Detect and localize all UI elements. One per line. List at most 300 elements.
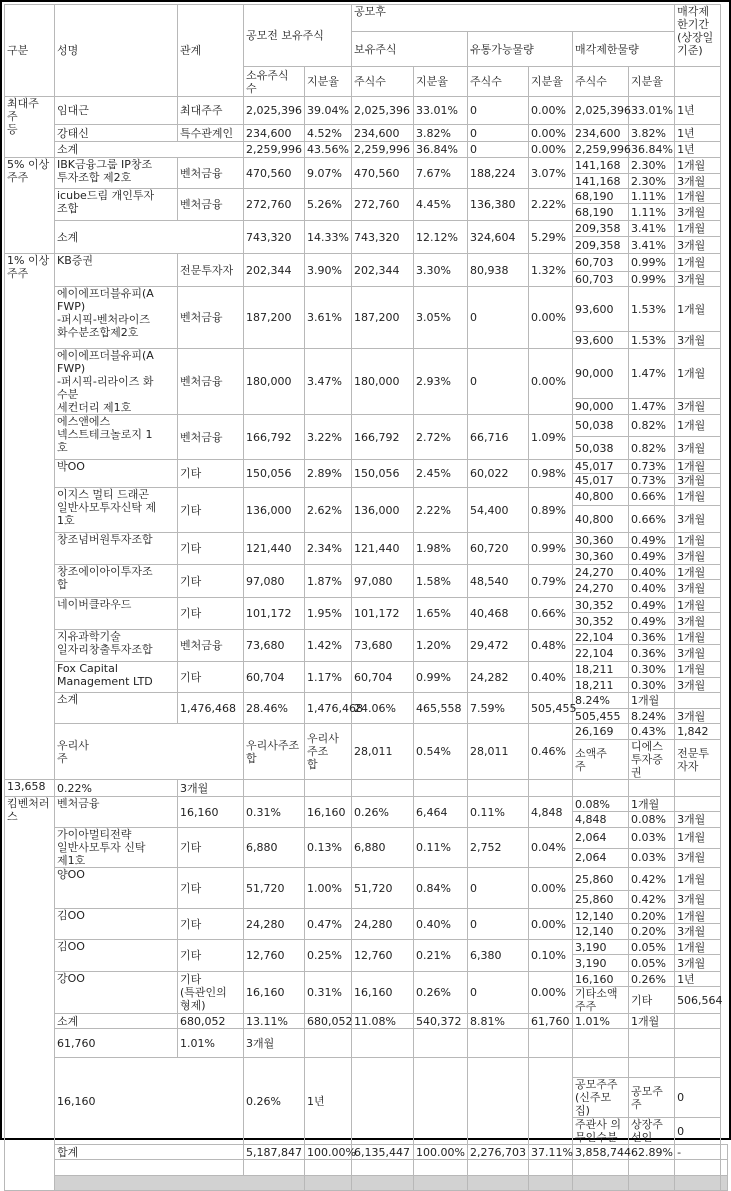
value-cell (573, 1029, 629, 1058)
value-cell (244, 780, 305, 797)
value-cell: 0.26% (629, 972, 675, 987)
value-cell: 1개월 (675, 598, 721, 613)
relation: 전문투자자 (178, 254, 244, 287)
value-cell: 1.65% (414, 598, 468, 630)
value-cell: 12,760 (244, 940, 305, 972)
value-cell: 0.99% (529, 533, 573, 565)
value-cell (414, 780, 468, 797)
value-cell: 3개월 (675, 398, 721, 415)
value-cell (414, 1160, 468, 1176)
value-cell: 39.04% (305, 97, 352, 125)
value-cell: 209,358 (573, 237, 629, 254)
holder-name: 창조에이아이투자조 합 (55, 565, 178, 598)
value-cell: 11.08% (352, 1014, 414, 1029)
holder-name: Fox Capital Management LTD (55, 662, 178, 693)
value-cell: 1.32% (529, 254, 573, 287)
value-cell: 3개월 (675, 548, 721, 565)
holder-name: 61,760 (55, 1029, 178, 1058)
value-cell (468, 780, 529, 797)
value-cell: 1년 (675, 97, 721, 125)
value-cell: 506,564 (675, 987, 721, 1014)
value-cell: 50,038 (573, 437, 629, 460)
value-cell (721, 1160, 728, 1176)
value-cell: 1.42% (305, 630, 352, 662)
value-cell: 0.49% (629, 598, 675, 613)
value-cell: 2,259,996 (352, 142, 414, 158)
value-cell: 4.45% (414, 189, 468, 221)
relation: 기타 (178, 565, 244, 598)
holder-name: 지유과학기술 일자리창출투자조합 (55, 630, 178, 662)
value-cell (573, 1176, 629, 1191)
value-cell: 1개월 (629, 1014, 675, 1029)
value-cell: 0.20% (629, 924, 675, 940)
total-label (55, 1176, 305, 1191)
value-cell: 7.59% (468, 693, 529, 724)
value-cell: 60,022 (468, 460, 529, 488)
value-cell: 2.30% (629, 158, 675, 174)
table-row (5, 254, 728, 272)
value-cell: 0.73% (629, 474, 675, 488)
value-cell (352, 1058, 414, 1145)
holder-name (55, 1160, 244, 1176)
value-cell: 3.30% (414, 254, 468, 287)
value-cell (675, 1176, 721, 1191)
value-cell: 234,600 (352, 125, 414, 142)
group-label: 5% 이상 주주 (5, 158, 55, 254)
value-cell: 3개월 (675, 437, 721, 460)
table-row (5, 565, 728, 580)
value-cell: 40,800 (573, 488, 629, 506)
value-cell: 166,792 (244, 415, 305, 460)
relation: 기타 (178, 868, 244, 909)
table-row (5, 415, 728, 437)
value-cell: 3.41% (629, 221, 675, 237)
table-row (5, 972, 728, 987)
value-cell: 0.48% (529, 630, 573, 662)
value-cell: 1개월 (675, 533, 721, 548)
subtotal-label: 소계 (55, 142, 244, 158)
value-cell: 36.84% (629, 142, 675, 158)
holder-name: 김OO (55, 909, 178, 940)
value-cell: 2.22% (529, 189, 573, 221)
value-cell (721, 1145, 728, 1160)
value-cell: 1년 (675, 125, 721, 142)
value-cell: 3,190 (573, 940, 629, 955)
value-cell: 188,224 (468, 158, 529, 189)
value-cell: 50,038 (573, 415, 629, 437)
table-row (5, 97, 728, 125)
value-cell: 43.56% (305, 142, 352, 158)
header-period: 매각제 한기간 (상장일 기준) (675, 5, 721, 67)
value-cell: 2,276,703 (468, 1145, 529, 1160)
value-cell: 24,270 (573, 565, 629, 580)
table-row (5, 189, 728, 204)
holder-name: IBK금융그룹 IP창조 투자조합 제2호 (55, 158, 178, 189)
relation: 기타 (178, 533, 244, 565)
relation: 벤처금융 (178, 630, 244, 662)
value-cell: 0.11% (468, 797, 529, 828)
relation: 최대주주 (178, 97, 244, 125)
value-cell: 1.00% (305, 868, 352, 909)
value-cell: 1개월 (675, 565, 721, 580)
value-cell: 14.33% (305, 221, 352, 254)
value-cell: 1.20% (414, 630, 468, 662)
value-cell: 0 (468, 972, 529, 1014)
header-shares: 주식수 (573, 67, 629, 97)
value-cell: 80,938 (468, 254, 529, 287)
value-cell: 0.30% (629, 662, 675, 678)
value-cell: 0.00% (529, 125, 573, 142)
group-label: 13,658 (5, 780, 55, 797)
value-cell (352, 1029, 414, 1058)
value-cell: 0.03% (629, 848, 675, 867)
relation: 16,160 (178, 797, 244, 828)
value-cell: 3개월 (675, 237, 721, 254)
value-cell: 60,703 (573, 272, 629, 287)
relation: 기타 (특관인의 형제) (178, 972, 244, 1014)
table-row (5, 125, 728, 142)
value-cell: 0.54% (414, 724, 468, 780)
value-cell: 141,168 (573, 174, 629, 189)
value-cell: 0.46% (529, 724, 573, 780)
relation: 벤처금융 (178, 287, 244, 349)
value-cell: 54,400 (468, 488, 529, 533)
value-cell: 3개월 (675, 506, 721, 533)
value-cell: 1.47% (629, 349, 675, 399)
value-cell: 1.58% (414, 565, 468, 598)
value-cell: 0 (675, 1118, 721, 1145)
value-cell: 60,720 (468, 533, 529, 565)
value-cell: 24,282 (468, 662, 529, 693)
value-cell: 0.20% (629, 909, 675, 924)
group-label: 1% 이상 주주 (5, 254, 55, 780)
value-cell: 1.11% (629, 204, 675, 221)
value-cell (573, 1160, 629, 1176)
value-cell: 12.12% (414, 221, 468, 254)
holder-name: 이지스 멀티 드래곤 일반사모투자신탁 제 1호 (55, 488, 178, 533)
table-row (5, 724, 728, 740)
value-cell: 180,000 (244, 349, 305, 415)
value-cell (675, 797, 721, 812)
value-cell: 2,752 (468, 828, 529, 868)
holder-name: 네이버클라우드 (55, 598, 178, 630)
holder-name: 에스앤에스 넥스트테크놀로지 1 호 (55, 415, 178, 460)
value-cell: 3개월 (675, 474, 721, 488)
value-cell: 2,259,996 (573, 142, 629, 158)
value-cell: 0.00% (529, 972, 573, 1014)
value-cell: 0.26% (244, 1058, 305, 1145)
value-cell: 0.31% (244, 797, 305, 828)
value-cell: 1.53% (629, 332, 675, 349)
value-cell: 209,358 (573, 221, 629, 237)
value-cell: 1개월 (675, 415, 721, 437)
relation: 1,476,468 (178, 693, 244, 724)
value-cell: 0.40% (629, 580, 675, 598)
value-cell: 1개월 (675, 828, 721, 849)
value-cell: 93,600 (573, 287, 629, 332)
holder-name: 벤처금융 (55, 797, 178, 828)
value-cell: 0.08% (573, 797, 629, 812)
table-row (5, 460, 728, 474)
value-cell (675, 780, 721, 797)
value-cell: 0.03% (629, 828, 675, 849)
value-cell: 73,680 (244, 630, 305, 662)
value-cell: 0.82% (629, 415, 675, 437)
relation: 기타 (178, 662, 244, 693)
value-cell: 0.36% (629, 645, 675, 662)
holder-name: 소계 (55, 693, 178, 724)
holder-name: 강OO (55, 972, 178, 1014)
value-cell: 2.22% (414, 488, 468, 533)
value-cell (352, 1160, 414, 1176)
value-cell: 0.40% (414, 909, 468, 940)
value-cell: 30,360 (573, 533, 629, 548)
value-cell: 202,344 (244, 254, 305, 287)
value-cell: 8.24% (629, 709, 675, 724)
value-cell: 3개월 (675, 924, 721, 940)
value-cell: 1.47% (629, 398, 675, 415)
value-cell: 97,080 (352, 565, 414, 598)
table-row (5, 488, 728, 506)
holder-name: 김OO (55, 940, 178, 972)
value-cell: 0.89% (529, 488, 573, 533)
value-cell: 61,760 (529, 1014, 573, 1029)
relation: 벤처금융 (178, 189, 244, 221)
value-cell: 97,080 (244, 565, 305, 598)
value-cell: 25,860 (573, 891, 629, 909)
value-cell: 0.49% (629, 533, 675, 548)
value-cell: 33.01% (629, 97, 675, 125)
table-row (5, 693, 728, 709)
value-cell: 90,000 (573, 349, 629, 399)
value-cell: 180,000 (352, 349, 414, 415)
value-cell (573, 1058, 629, 1078)
value-cell: 0.49% (629, 548, 675, 565)
holder-name: KB증권 (55, 254, 178, 287)
value-cell (468, 1160, 529, 1176)
value-cell: 45,017 (573, 460, 629, 474)
value-cell: 3.61% (305, 287, 352, 349)
value-cell: 24.06% (352, 693, 414, 724)
value-cell: 디에스투자증권 (629, 740, 675, 780)
value-cell (675, 1029, 721, 1058)
value-cell: 1,842 (675, 724, 721, 740)
value-cell: 51,720 (352, 868, 414, 909)
value-cell: 3.05% (414, 287, 468, 349)
holder-name: 에이에프더블유피(A FWP) -퍼시픽-리라이즈 화 수분 세컨더리 제1호 (55, 349, 178, 415)
table-row (5, 940, 728, 955)
header-ratio: 지분율 (529, 67, 573, 97)
value-cell: 136,380 (468, 189, 529, 221)
value-cell (529, 1058, 573, 1145)
value-cell: 1.01% (573, 1014, 629, 1029)
value-cell: 2,064 (573, 828, 629, 849)
value-cell: - (675, 1145, 721, 1160)
value-cell: 상장주선인 (629, 1118, 675, 1145)
value-cell: 0.66% (629, 506, 675, 533)
value-cell: 3.82% (629, 125, 675, 142)
value-cell: 1개월 (675, 909, 721, 924)
value-cell: 505,455 (529, 693, 573, 724)
header-holding: 보유주식 (352, 32, 468, 67)
value-cell (305, 780, 352, 797)
table-row (5, 780, 728, 797)
value-cell: 40,800 (573, 506, 629, 533)
value-cell (721, 1176, 728, 1191)
value-cell: 22,104 (573, 645, 629, 662)
value-cell: 공모주주 (신주모집) (573, 1078, 629, 1118)
value-cell: 3.82% (414, 125, 468, 142)
value-cell: 0.40% (529, 662, 573, 693)
value-cell: 3개월 (675, 848, 721, 867)
value-cell: 2.93% (414, 349, 468, 415)
table-row (5, 909, 728, 924)
value-cell: 101,172 (352, 598, 414, 630)
value-cell: 1,476,468 (305, 693, 352, 724)
table-row (5, 287, 728, 332)
value-cell: 24,280 (352, 909, 414, 940)
value-cell: 28,011 (352, 724, 414, 780)
value-cell: 187,200 (244, 287, 305, 349)
value-cell: 470,560 (352, 158, 414, 189)
value-cell: 5.26% (305, 189, 352, 221)
value-cell: 전문투자자 (675, 740, 721, 780)
value-cell: 기타 (629, 987, 675, 1014)
holder-name: 합계 (55, 1145, 244, 1160)
relation: 5,187,847 (244, 1145, 305, 1160)
value-cell: 0.99% (629, 254, 675, 272)
value-cell: 16,160 (305, 797, 352, 828)
value-cell: 6,464 (414, 797, 468, 828)
value-cell (305, 1176, 352, 1191)
header-relation: 관계 (178, 5, 244, 97)
value-cell: 0.13% (305, 828, 352, 868)
value-cell: 60,704 (244, 662, 305, 693)
value-cell: 324,604 (468, 221, 529, 254)
value-cell: 30,352 (573, 613, 629, 630)
value-cell: 기타소액주주 (573, 987, 629, 1014)
header-shares: 주식수 (468, 67, 529, 97)
header-ratio: 지분율 (305, 67, 352, 97)
value-cell: 6,135,447 (352, 1145, 414, 1160)
value-cell: 2.30% (629, 174, 675, 189)
header-gubun: 구분 (5, 5, 55, 97)
value-cell: 소액주 주 (573, 740, 629, 780)
header-tradable: 유통가능물량 (468, 32, 573, 67)
value-cell (305, 1160, 352, 1176)
relation: 기타 (178, 909, 244, 940)
header-shares: 주식수 (352, 67, 414, 97)
value-cell: 3.22% (305, 415, 352, 460)
value-cell: 0.99% (629, 272, 675, 287)
value-cell: 1.53% (629, 287, 675, 332)
value-cell: 150,056 (244, 460, 305, 488)
relation: 기타 (178, 598, 244, 630)
table-row (5, 221, 728, 237)
value-cell: 12,140 (573, 924, 629, 940)
table-row (5, 662, 728, 678)
value-cell: 136,000 (352, 488, 414, 533)
value-cell: 25,860 (573, 868, 629, 891)
value-cell: 234,600 (573, 125, 629, 142)
value-cell (414, 1176, 468, 1191)
value-cell: 51,720 (244, 868, 305, 909)
value-cell: 121,440 (244, 533, 305, 565)
value-cell (629, 1058, 675, 1078)
value-cell: 3개월 (675, 613, 721, 630)
subtotal-label: 우리사 주 (55, 724, 244, 780)
value-cell: 4,848 (573, 812, 629, 828)
value-cell: 150,056 (352, 460, 414, 488)
value-cell: 2,064 (573, 848, 629, 867)
table-row (5, 1058, 728, 1078)
value-cell: 3개월 (675, 174, 721, 189)
value-cell: 0.00% (529, 97, 573, 125)
value-cell: 0 (468, 125, 529, 142)
value-cell (629, 1160, 675, 1176)
value-cell: 7.67% (414, 158, 468, 189)
value-cell: 3.07% (529, 158, 573, 189)
value-cell: 주관사 의무인수분 (573, 1118, 629, 1145)
value-cell: 6,880 (244, 828, 305, 868)
value-cell: 0.66% (629, 488, 675, 506)
value-cell: 28,011 (468, 724, 529, 780)
value-cell (529, 1176, 573, 1191)
value-cell: 0.43% (629, 724, 675, 740)
value-cell: 3개월 (675, 645, 721, 662)
value-cell: 3개월 (675, 678, 721, 693)
value-cell: 121,440 (352, 533, 414, 565)
value-cell: 3,190 (573, 955, 629, 972)
header-row (5, 5, 728, 32)
value-cell: 0.49% (629, 613, 675, 630)
value-cell: 2.89% (305, 460, 352, 488)
value-cell: 1개월 (675, 349, 721, 399)
relation: 벤처금융 (178, 158, 244, 189)
value-cell: 141,168 (573, 158, 629, 174)
value-cell: 680,052 (305, 1014, 352, 1029)
header-name: 성명 (55, 5, 178, 97)
value-cell: 0.82% (629, 437, 675, 460)
table-row (5, 142, 728, 158)
value-cell (468, 1029, 529, 1058)
holder-name: 강태신 (55, 125, 178, 142)
holder-name: 임대근 (55, 97, 178, 125)
value-cell: 0.79% (529, 565, 573, 598)
value-cell: 1개월 (675, 158, 721, 174)
relation: 기타 (178, 460, 244, 488)
value-cell (352, 1176, 414, 1191)
value-cell: 0.00% (529, 868, 573, 909)
value-cell: 3.47% (305, 349, 352, 415)
value-cell: 22,104 (573, 630, 629, 645)
holder-name: 창조넘버원투자조합 (55, 533, 178, 565)
value-cell: 0.00% (529, 287, 573, 349)
value-cell: 1개월 (629, 693, 675, 709)
value-cell: 73,680 (352, 630, 414, 662)
value-cell: 우리사주조 합 (305, 724, 352, 780)
value-cell: 0.26% (414, 972, 468, 1014)
value-cell: 1개월 (675, 254, 721, 272)
relation: 기타 (178, 488, 244, 533)
table-row (5, 158, 728, 174)
value-cell: 3개월 (675, 709, 721, 724)
value-cell: 공모주주 (629, 1078, 675, 1118)
value-cell: 540,372 (414, 1014, 468, 1029)
value-cell: 1개월 (675, 940, 721, 955)
value-cell: 1.09% (529, 415, 573, 460)
value-cell: 202,344 (352, 254, 414, 287)
